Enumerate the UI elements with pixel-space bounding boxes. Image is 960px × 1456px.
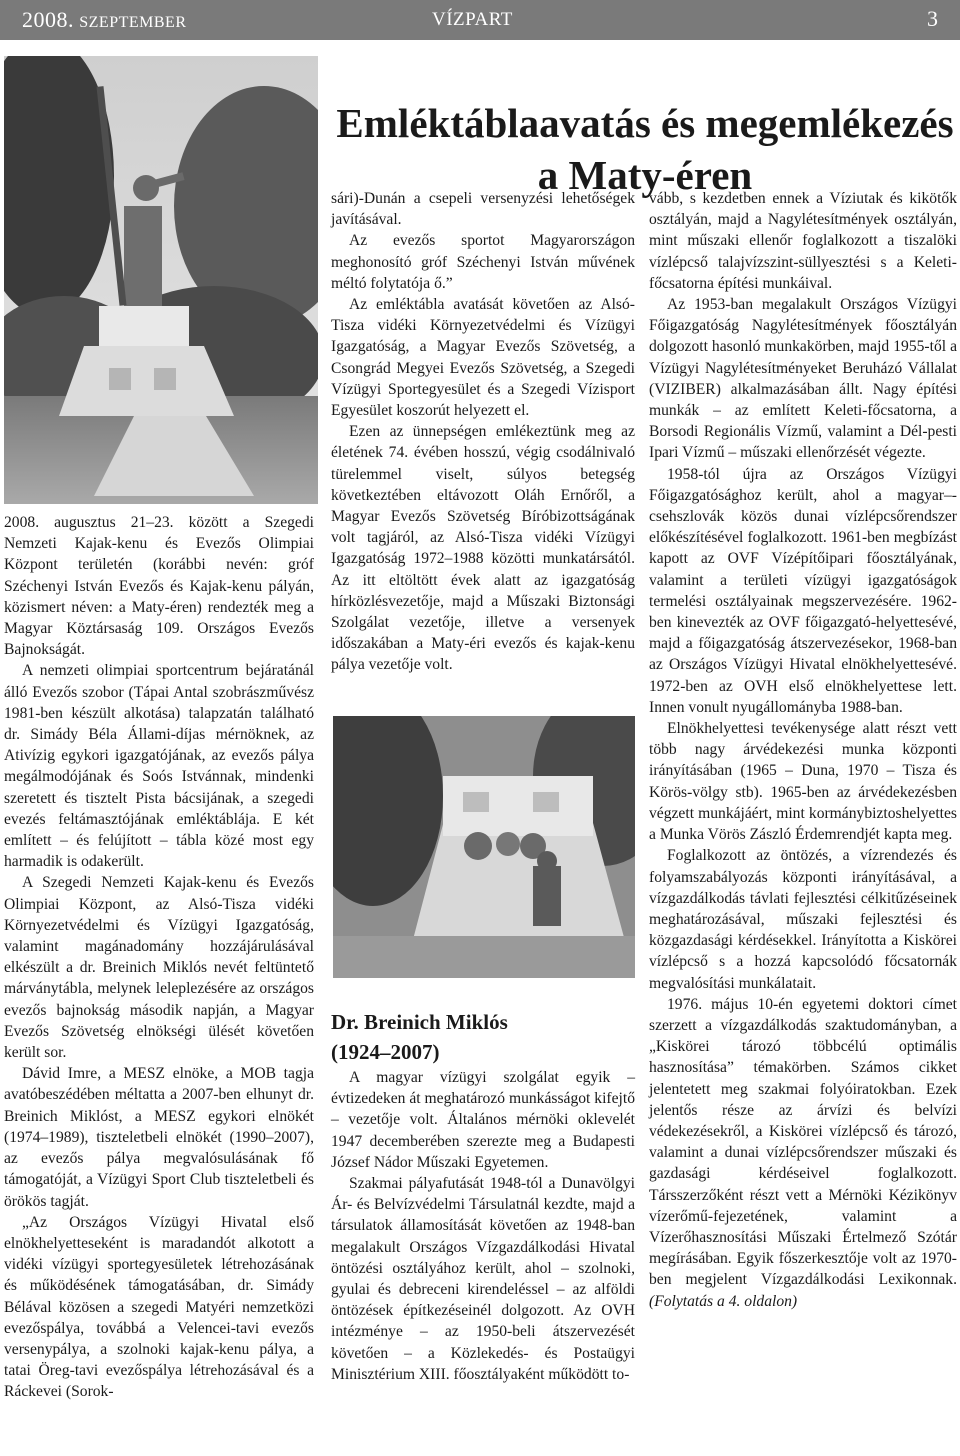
issue-year: 2008.	[22, 7, 74, 32]
paragraph: A nemzeti olimpiai sportcentrum bejáratánál álló Evezős szobor (Tápai Antal szobrászművész 1981-ben készült alkotása) talapzatán található dr. Simády Béla Állami-díjas mérnöknek, az Ativízig egykori igazgatójának, az evezős pálya megálmodójának és Soós Istvánnak, mindenki szeretett és tisztelt Pista bácsijának, a szegedi evezés feltámasztójának emléktáblája. E két említett – és felújított – tábla közé most egy harmadik is odakerült.	[4, 662, 314, 871]
publication-name	[432, 9, 513, 31]
paragraph: A Szegedi Nemzeti Kajak-kenu és Evezős Olimpiai Központ, az Alsó-Tisza vidéki Környezetvédelmi és Vízügyi Igazgatóság, valamint magánadomány hozzájárulásával elkészült a dr. Breinich Miklós nevét feltüntető márványtábla, melynek leleplezésére az országos evezős bajnokság második napján, a Magyar Evezős Szövetség elnökségi ülését követően került sor.	[4, 874, 314, 1062]
paragraph: 2008. augusztus 21–23. között a Szegedi Nemzeti Kajak-kenu és Evezős Olimpiai Központ területén (korábbi nevén: gróf Széchenyi István Evezős és Kajak-kenu pályán, közismert néven: a Maty-éren) rendezték meg a Magyar Köztársaság 109. Országos Evezős Bajnokságát.	[4, 514, 314, 659]
statue-photo	[4, 56, 318, 504]
paragraph: Szakmai pályafutását 1948-tól a Dunavölgyi Ár- és Belvízvédelmi Társulatnál kezdte, majd a társulatok államosítását követően az 1948-ban megalakult Országos Vízgazdálkodási Hivatal öntözési osztályához került, ahol – szolnoki, gyulai és debreceni kirendeléssel – az alföldi öntözések építkezéseinél dolgozott. Az OVH intézménye – az 1950-beli átszervezését követően – a Közlekedés- és Postaügyi Minisztérium XIII. főosztályaként működött to-	[331, 1175, 635, 1383]
paragraph: Foglalkozott az öntözés, a vízrendezés és folyamszabályozás központi irányításával, a vízgazdálkodás távlati fejlesztési célkitűzéseinek meghatározásával, műszaki fejlesztési és közgazdasági kérdésekkel. Irányította a Kiskörei vízlépcső s a hozzá kapcsolódó főcsatornák megvalósítási munkálatait.	[649, 847, 957, 992]
paragraph: A magyar vízügyi szolgálat egyik – évtizedeken át meghatározó munkásságot kifejtő – vezetője volt. Általános mérnöki oklevelét 1947 decemberében szerezte meg a Budapesti József Nádor Műszaki Egyetemen.	[331, 1069, 635, 1171]
article-title: Emléktáblaavatás és megemlékezés a Maty-éren	[336, 100, 954, 199]
paragraph: Dávid Imre, a MESZ elnöke, a MOB tagja avatóbeszédében méltatta a 2007-ben elhunyt dr. Breinich Miklóst, a MESZ egykori elnökét (1974–1989), tiszteletbeli elnökét (1990–2007), az evezős pálya megvalósulásának fő támogatóját, a Vízügyi Sport Club tiszteletbeli és örökös tagját.	[4, 1065, 314, 1210]
paragraph: Elnökhelyettesi tevékenysége alatt részt vett több nagy árvédekezési munka központi irányításában (1965 – Duna, 1970 – Tisza és Körös-völgy stb). 1965-ben az árvédekezésben végzett munkájáért, mint kormánybiztoshelyettes a Munka Vörös Zászló Érdemrendjét kapta meg.	[649, 720, 957, 844]
paragraph: Ezen az ünnepségen emlékeztünk meg az életének 74. évében hosszú, végig csodálnivaló türelemmel viselt, súlyos betegség következtében eltávozott Oláh Ernőről, a Magyar Evezős Szövetség Bíróbizottságának volt tagjáról, az Alsó-Tisza vidéki Vízügyi Igazgatóság 1972–1988 közötti munkatársától. Az itt eltöltött évek alatt az igazgatóság hírközlésvezetője, majd a Műszaki Biztonsági Szolgálat vezetője, illetve a versenyek időszakában a Maty-éri evezős és kajak-kenu pálya vezetője volt.	[331, 423, 635, 674]
article-column-2	[331, 188, 635, 676]
paragraph-with-continuation	[649, 994, 957, 1312]
paragraph: sári)-Dunán a csepeli versenyzési lehetőségek javításával.	[331, 190, 635, 229]
article-column-3	[649, 188, 957, 1312]
paragraph: Az evezős sportot Magyarországon meghonosító gróf Széchenyi István művének méltó folytatója ő.”	[331, 232, 635, 292]
obituary-heading	[331, 1007, 635, 1067]
article-column-1	[4, 512, 314, 1403]
paragraph: Az emléktábla avatását követően az Alsó-Tisza vidéki Környezetvédelmi és Vízügyi Igazgatóság, a Magyar Evezős Szövetség, a Csongrád Megyei Evezős Szövetség, a Szegedi Vízügyi Sportegyesület és a Szegedi Vízisport Egyesület koszorút helyezett el.	[331, 296, 635, 420]
page-number: 3	[927, 6, 938, 31]
memorial-photo	[333, 716, 635, 978]
issue-month: SZEPTEMBER	[79, 14, 187, 31]
paragraph: Az 1953-ban megalakult Országos Vízügyi Főigazgatóság Nagylétesítmények főosztályán dolgozott hasonló munkakörben, majd 1955-től a Vízügyi Nagylétesítményeket Beruházó Vállalat (VIZIBER) alkalmazásában állt. Nagy építési munkák – az említett Keleti-főcsatorna, a Borsodi Regionális Vízmű, valamint a Dél-pesti Ipari Vízmű – műszaki ellenőrzését végezte.	[649, 296, 957, 462]
publication-name-text: VÍZPART	[432, 9, 513, 30]
obituary-column	[331, 1007, 635, 1385]
paragraph: „Az Országos Vízügyi Hivatal első elnökhelyetteseként is maradandót alkotott a vidéki vízügyi sportegyesületek létrehozásának és működésének támogatásában, dr. Simády Bélával közösen a szegedi Matyéri nemzetközi evezőspálya, továbbá a Velencei-tavi evezős versenypálya, a szolnoki kajak-kenu pálya, a tatai Öreg-tavi evezőspálya létrehozásával és a Ráckevei (Sorok-	[4, 1213, 314, 1401]
paragraph: vább, s kezdetben ennek a Víziutak és kikötők osztályán, majd a Nagylétesítmények osztályán, mint műszaki ellenőr foglalkozott a tiszalöki vízlépcső talajvízszint-süllyesztési s a Keleti-főcsatorna építési munkáival.	[649, 190, 957, 292]
issue-date	[22, 7, 186, 33]
obituary-years: (1924–2007)	[331, 1040, 440, 1064]
paragraph: 1976. május 10-én egyetemi doktori címet szerzett a vízgazdálkodás szaktudományban, a „Kiskörei tározó többcélú optimális hasznosítása” témakörben. Számos cikket jelentetett meg szakmai folyóiratokban. Ezek jelentős része az árvízi és belvízi védekezésekről, a Kiskörei vízlépcső és tározó, valamint a dunai vízlépcsőrendszer műszaki és gazdasági kérdéseivel foglalkozott. Társszerzőként részt vett a Mérnöki Kézikönyv vízerőmű-fejezetének, valamint a Vízerőhasznosítási Műszaki Értelmező Szótár megírásában. Egyik főszerkesztője volt az 1970-ben megjelent Vízgazdálkodási Lexikonnak.	[649, 995, 957, 1289]
paragraph: 1958-tól újra az Országos Vízügyi Főigazgatósághoz került, ahol a magyar–-csehszlovák közös dunai vízlépcsőrendszer előkészítésével foglalkozott. 1961-ben megbízást kapott az OVF Vízépítőipari főosztályának, valamint a területi vízügyi igazgatóságok termelési osztályainak megszervezésére. 1962-ben kinevezték az OVF főigazgató-helyettesévé, majd a főigazgatóság átszervezésekor, 1968-ban az Országos Vízügyi Hivatal elnökhelyettesévé. 1972-ben az OVH első elnökhelyettese lett. Innen vonult nyugállományba 1988-ban.	[649, 465, 957, 716]
continuation-note: (Folytatás a 4. oldalon)	[649, 1292, 798, 1310]
obituary-name: Dr. Breinich Miklós	[331, 1010, 508, 1034]
page-header	[0, 0, 960, 40]
